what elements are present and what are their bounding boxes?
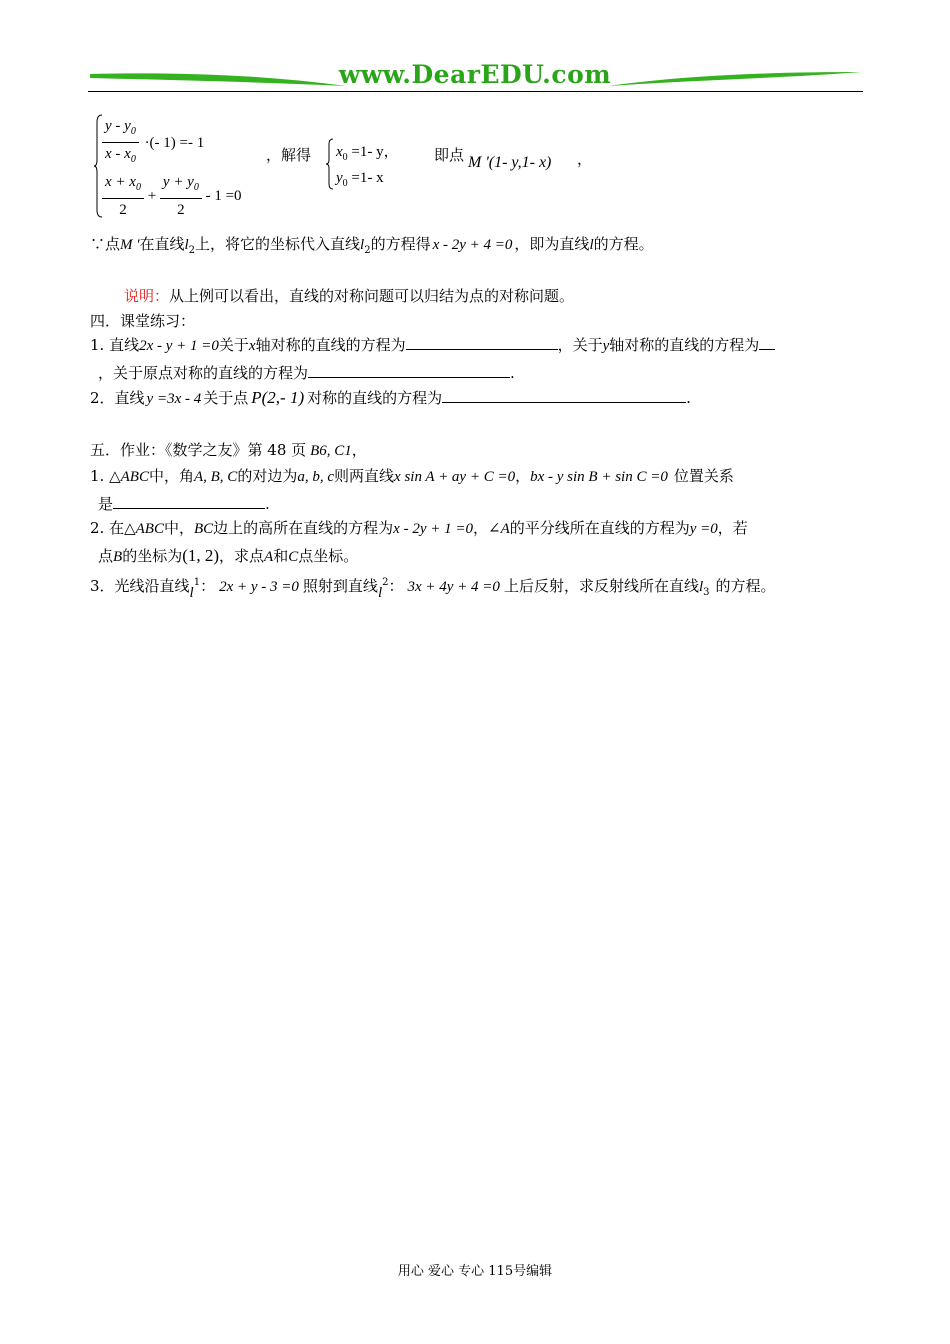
homework-1-line1 bbox=[90, 465, 734, 488]
homework-3 bbox=[90, 572, 776, 604]
h3-l2: l bbox=[377, 585, 383, 601]
h1-text-a: 1. △ bbox=[90, 467, 121, 485]
eq2-frac1-numerator: x + x bbox=[105, 174, 136, 190]
q1-equation: 2x - y + 1 =0 bbox=[139, 338, 219, 354]
h2-text-h: 的坐标为 bbox=[122, 547, 183, 565]
h3-l2-sup: 2 bbox=[382, 577, 389, 588]
h2-text-b: 中， bbox=[163, 519, 194, 537]
h2-text-j: 和 bbox=[273, 547, 289, 565]
equation-system bbox=[94, 114, 834, 220]
s5-title-a: 五．作业：《数学之友》第 48 页 bbox=[90, 441, 307, 459]
ie-label: 即点 bbox=[434, 146, 465, 164]
answer-blank-1[interactable] bbox=[406, 335, 558, 350]
h3-text-c: 上后反射，求反射线所在直线 bbox=[503, 577, 699, 595]
eq2-plus: + bbox=[147, 188, 157, 204]
h3-eq2: 3x + 4y + 4 =0 bbox=[407, 579, 500, 595]
since-text-2: 在直线 bbox=[139, 235, 185, 253]
h2-A: A bbox=[264, 549, 274, 565]
since-l2-subscript: 2 bbox=[188, 245, 196, 256]
site-logo: www.DearEDU.com bbox=[338, 60, 612, 89]
since-text-6: 的方程。 bbox=[593, 235, 654, 253]
eq1-denominator: x - x bbox=[105, 146, 131, 162]
h1-text-c: 的对边为 bbox=[237, 467, 298, 485]
h1-sides: a, b, c bbox=[297, 469, 335, 485]
h3-text-d: 的方程。 bbox=[715, 577, 776, 595]
q2-text-c: 对称的直线的方程为 bbox=[307, 389, 443, 407]
section5-title bbox=[90, 439, 367, 462]
solve-label: ，解得 bbox=[266, 146, 312, 164]
q1-text-c: 轴对称的直线的方程为 bbox=[255, 336, 406, 354]
sol1-var: x bbox=[336, 144, 343, 160]
s5-title-b: B6, C1 bbox=[310, 443, 352, 459]
q1-text-g: . bbox=[510, 364, 515, 382]
brace-solution-icon bbox=[326, 138, 334, 190]
answer-blank-3[interactable] bbox=[308, 363, 510, 378]
q2-point: P(2,- 1) bbox=[251, 388, 305, 407]
h2-angle: ∠A bbox=[488, 521, 510, 537]
h2-bc: BC bbox=[193, 521, 214, 537]
q1-text-e: 轴对称的直线的方程为 bbox=[609, 336, 760, 354]
h1-eq1: x sin A + ay + C =0 bbox=[394, 469, 516, 485]
h2-text-f: ，若 bbox=[717, 519, 748, 537]
answer-blank-5[interactable] bbox=[113, 494, 265, 509]
since-text-4: 的方程得 bbox=[370, 235, 431, 253]
q2-equation: y =3x - 4 bbox=[146, 391, 202, 407]
homework-2-line2 bbox=[98, 545, 358, 568]
q1-text-d: ，关于 bbox=[557, 336, 603, 354]
eq1-tail: ·(- 1) =- 1 bbox=[144, 135, 205, 151]
q1-x: x bbox=[248, 338, 256, 354]
section4-q2 bbox=[90, 387, 691, 410]
homework-2-line1 bbox=[90, 517, 748, 540]
since-text-1: ∵点 bbox=[90, 235, 121, 253]
q1-y: y bbox=[602, 338, 610, 354]
sol1-subscript: 0 bbox=[342, 152, 348, 163]
eq2-frac2-denominator: 2 bbox=[177, 202, 185, 218]
h2-text-i: ，求点 bbox=[219, 547, 265, 565]
swoosh-left-icon bbox=[88, 66, 348, 92]
h2-abc: ABC bbox=[135, 521, 164, 537]
eq2-frac2-subscript: 0 bbox=[193, 182, 199, 193]
h3-text-a: 3．光线沿直线 bbox=[90, 577, 190, 595]
h2-text-e: 的平分线所在直线的方程为 bbox=[509, 519, 690, 537]
h1-abc: ABC bbox=[120, 469, 149, 485]
sol2-subscript: 0 bbox=[342, 178, 348, 189]
h1-text-g: 是 bbox=[98, 495, 114, 513]
h2-eq1: x - 2y + 1 =0 bbox=[393, 521, 473, 537]
solution-row-1 bbox=[336, 140, 399, 163]
h2-eq2: y =0 bbox=[689, 521, 718, 537]
h1-text-e: ， bbox=[515, 467, 531, 485]
equation-row-1 bbox=[102, 116, 204, 171]
section4-title: 四．课堂练习： bbox=[90, 312, 196, 330]
eq1-numerator: y - y bbox=[105, 118, 131, 134]
header-rule bbox=[88, 91, 863, 92]
answer-blank-4[interactable] bbox=[442, 388, 686, 403]
equation-row-2 bbox=[102, 172, 242, 221]
h2-text-k: 点坐标。 bbox=[298, 547, 359, 565]
eq2-frac2-numerator: y + y bbox=[162, 174, 194, 190]
h3-colon-1: ： bbox=[200, 577, 216, 595]
point-m-prime: M '(1- y,1- x) bbox=[468, 154, 552, 171]
eq2-frac1-subscript: 0 bbox=[135, 182, 141, 193]
q1-text-b: 关于 bbox=[218, 336, 249, 354]
s5-title-c: ， bbox=[351, 441, 367, 459]
h1-text-d: 则两直线 bbox=[334, 467, 395, 485]
h2-point: (1, 2) bbox=[182, 546, 220, 565]
h2-C: C bbox=[288, 549, 299, 565]
sol2-tail: =1- x bbox=[347, 170, 384, 186]
homework-1-line2 bbox=[98, 493, 270, 515]
note-text: 从上例可以看出，直线的对称问题可以归结为点的对称问题。 bbox=[169, 287, 575, 305]
h1-text-f: 位置关系 bbox=[673, 467, 734, 485]
h2-B: B bbox=[113, 549, 123, 565]
note-label: 说明： bbox=[124, 287, 170, 305]
q2-text-b: 关于点 bbox=[203, 389, 249, 407]
eq1-den-subscript: 0 bbox=[130, 154, 136, 165]
since-line bbox=[90, 233, 654, 262]
h3-l1: l bbox=[189, 585, 194, 601]
solution-row-2 bbox=[336, 170, 384, 189]
h1-angles: A, B, C bbox=[193, 469, 238, 485]
since-l2: l bbox=[184, 237, 189, 253]
swoosh-right-icon bbox=[606, 66, 863, 92]
eq1-num-subscript: 0 bbox=[130, 126, 136, 137]
h1-text-b: 中，角 bbox=[148, 467, 194, 485]
eq2-tail: - 1 =0 bbox=[205, 188, 242, 204]
section4-q1-line2 bbox=[98, 362, 515, 384]
h2-text-g: 点 bbox=[98, 547, 114, 565]
h3-l3: l bbox=[698, 579, 704, 595]
q1-text-f: ，关于原点对称的直线的方程为 bbox=[98, 364, 309, 382]
header-banner bbox=[88, 60, 863, 96]
h1-text-h: . bbox=[265, 495, 270, 513]
point-comma: ， bbox=[577, 150, 593, 168]
h3-eq1: 2x + y - 3 =0 bbox=[219, 579, 299, 595]
h2-text-d: ， bbox=[472, 519, 488, 537]
q1-text-a: 1. 直线 bbox=[90, 336, 140, 354]
sol2-var: y bbox=[336, 170, 343, 186]
answer-blank-2[interactable] bbox=[759, 335, 775, 350]
section4-q1-line1 bbox=[90, 334, 775, 357]
since-equation: x - 2y + 4 =0 bbox=[432, 237, 513, 253]
since-l2b: l bbox=[360, 237, 365, 253]
sol1-tail: =1- y， bbox=[347, 144, 399, 160]
h1-eq2: bx - y sin B + sin C =0 bbox=[530, 469, 668, 485]
eq2-frac1-denominator: 2 bbox=[119, 202, 127, 218]
page-footer: 用心 爱心 专心 115号编辑 bbox=[397, 1264, 553, 1279]
since-l2b-subscript: 2 bbox=[364, 245, 371, 256]
q2-text-d: . bbox=[686, 389, 691, 407]
h2-text-a: 2. 在△ bbox=[90, 519, 136, 537]
h3-text-b: 照射到直线 bbox=[302, 577, 378, 595]
h2-text-c: 边上的高所在直线的方程为 bbox=[213, 519, 394, 537]
since-m: M ' bbox=[120, 237, 140, 253]
note-line bbox=[124, 285, 574, 307]
since-l: l bbox=[589, 237, 594, 253]
q2-text-a: 2．直线 bbox=[90, 389, 145, 407]
h3-l1-sup: 1 bbox=[193, 577, 201, 588]
h3-colon-2: ： bbox=[388, 577, 404, 595]
h3-l3-subscript: 3 bbox=[703, 587, 710, 598]
since-text-3: 上，将它的坐标代入直线 bbox=[195, 235, 361, 253]
since-text-5: ，即为直线 bbox=[514, 235, 590, 253]
